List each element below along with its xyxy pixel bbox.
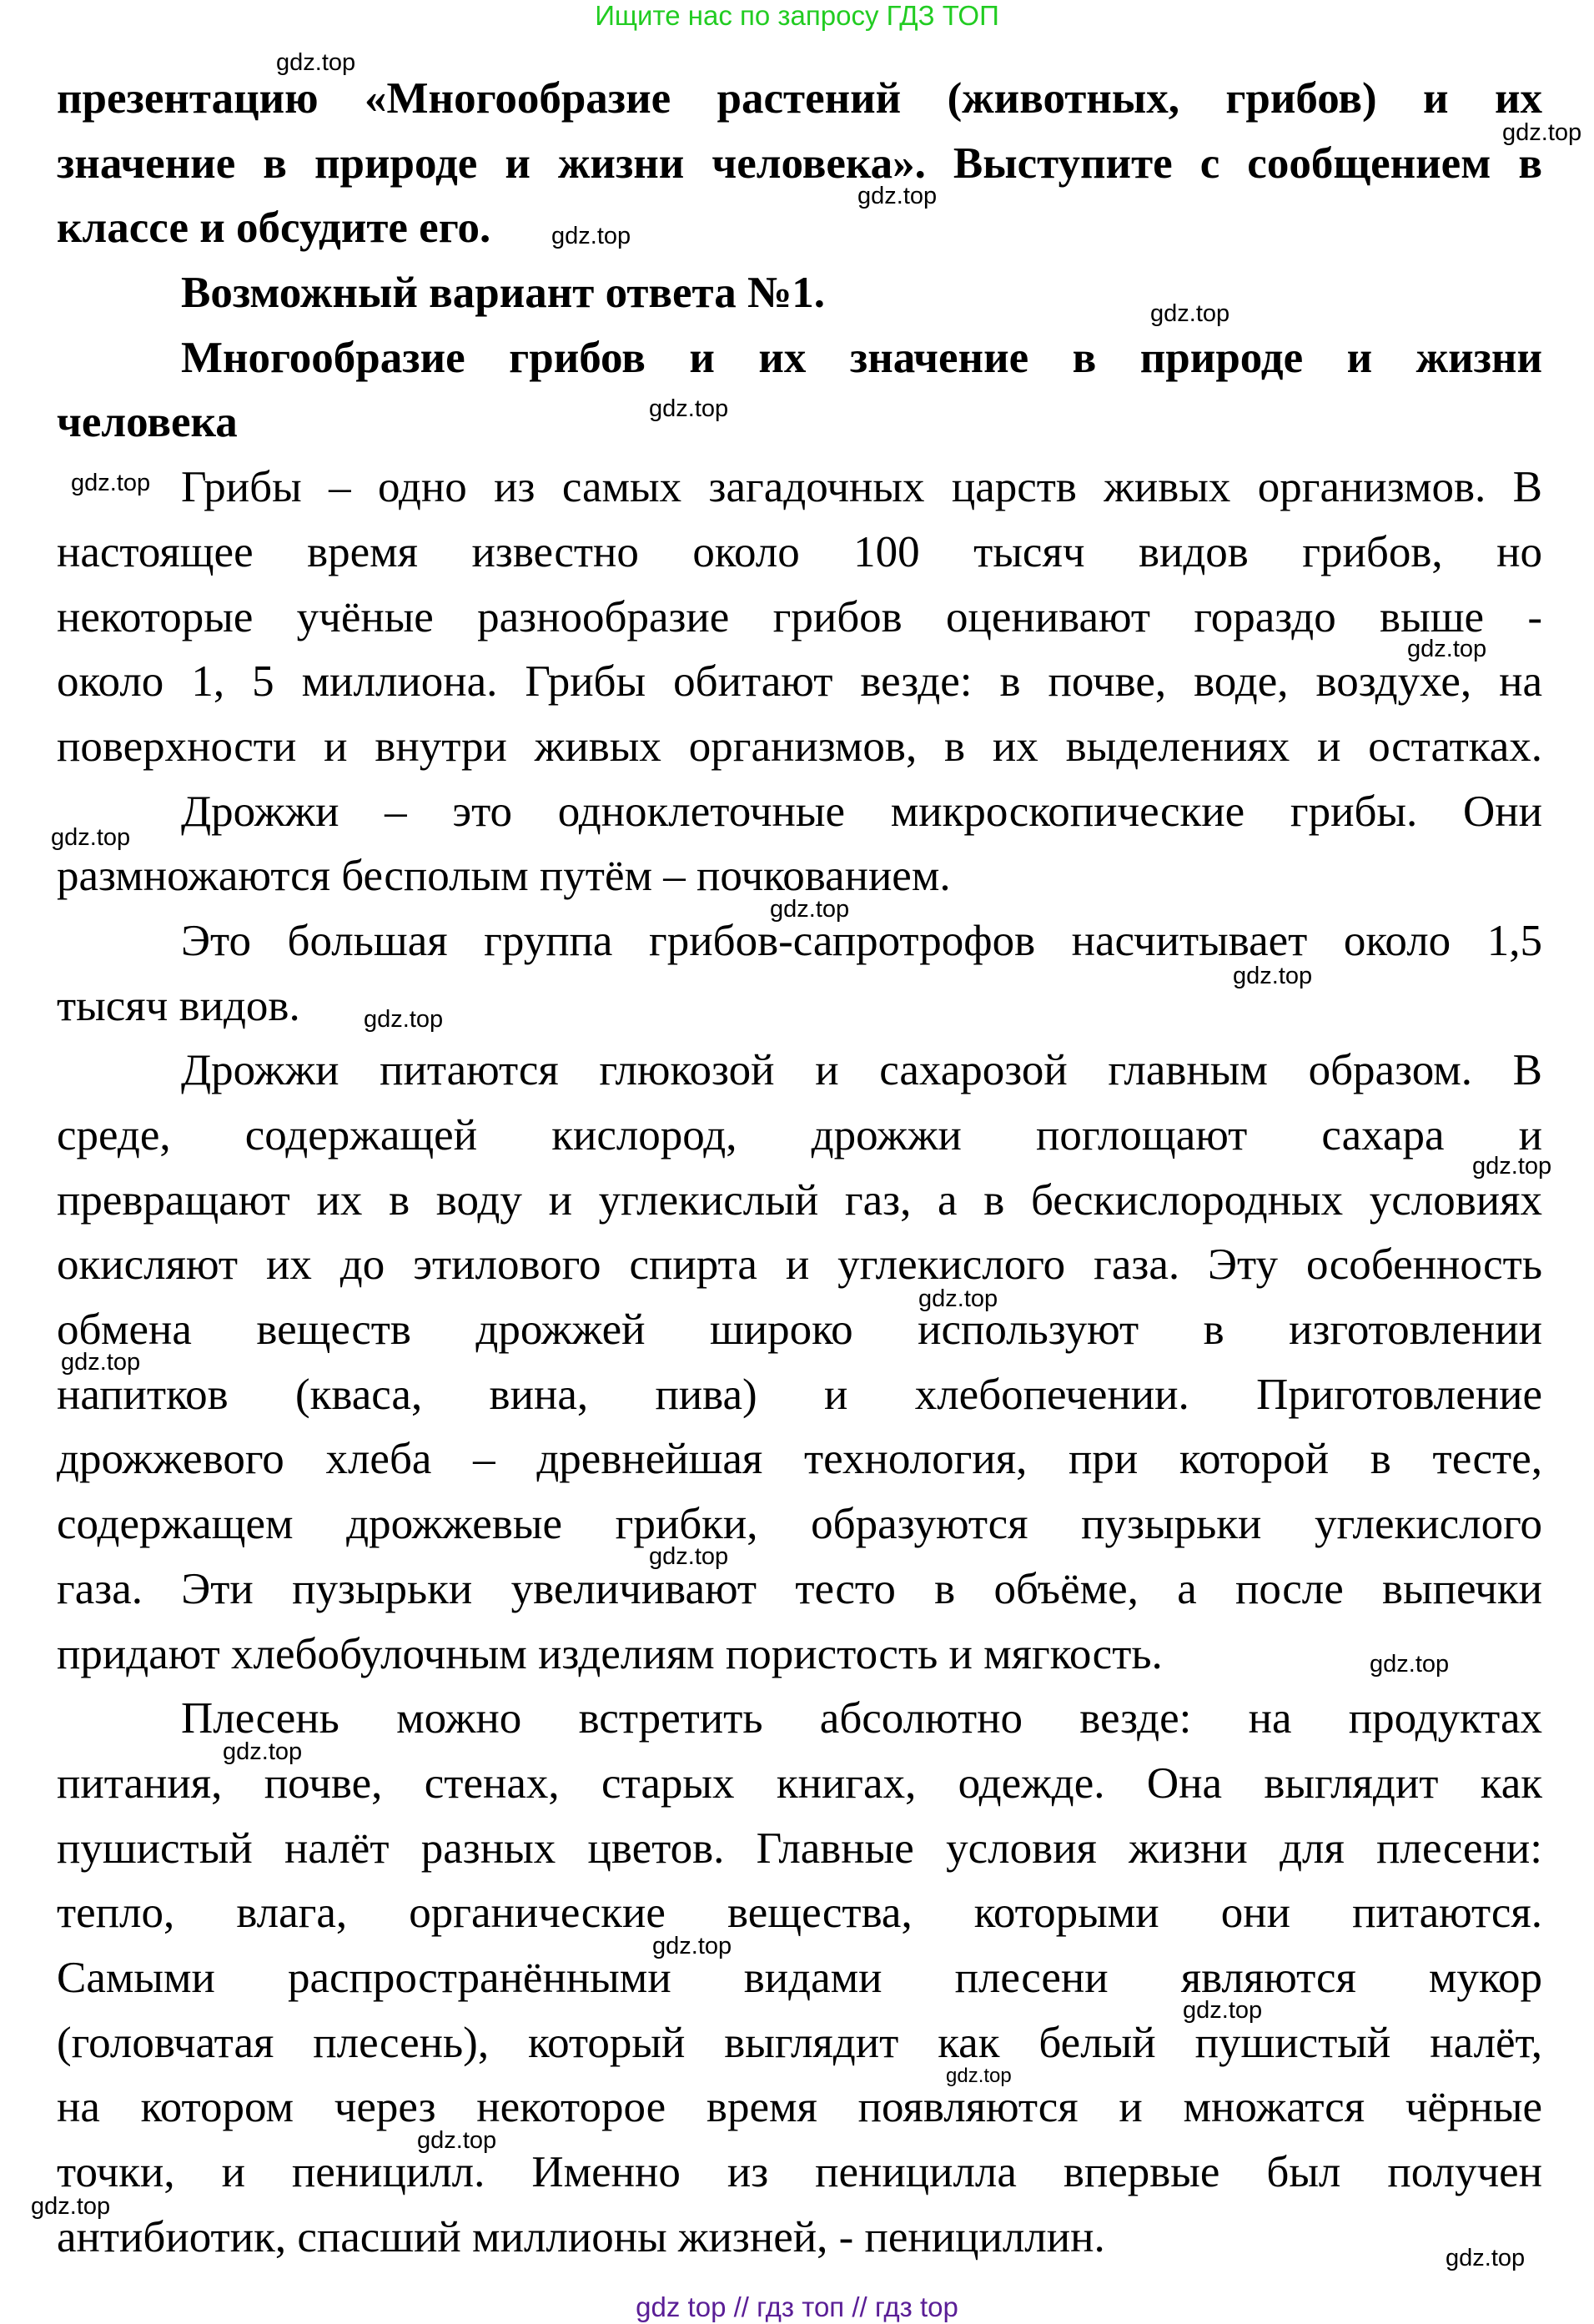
text-line: превращают их в воду и углекислый газ, а в бескислородных условиях: [57, 1175, 1542, 1225]
text-line: питания, почве, стенах, старых книгах, одежде. Она выглядит как: [57, 1758, 1542, 1808]
watermark: gdz.top: [1407, 636, 1487, 662]
text-line: настоящее время известно около 100 тысяч видов грибов, но: [57, 527, 1542, 576]
watermark: gdz.top: [417, 2127, 497, 2154]
watermark: gdz.top: [551, 223, 631, 249]
text-line: придают хлебобулочным изделиям пористость и мягкость.: [57, 1629, 1163, 1678]
watermark: gdz.top: [857, 183, 938, 209]
text-line: классе и обсудите его.: [57, 204, 491, 253]
watermark: gdz.top: [652, 1933, 732, 1959]
text-line: среде, содержащей кислород, дрожжи поглощают сахара и: [57, 1111, 1542, 1159]
text-line: Дрожжи – это одноклеточные микроскопические грибы. Они: [181, 787, 1542, 836]
watermark: gdz.top: [223, 1738, 303, 1765]
answer-variant-heading: Возможный вариант ответа №1.: [181, 269, 825, 318]
text-line: Это большая группа грибов-сапротрофов насчитывает около 1,5: [181, 916, 1542, 965]
text-line: окисляют их до этилового спирта и углекислого газа. Эту особенность: [57, 1240, 1542, 1290]
watermark: gdz.top: [1233, 963, 1313, 989]
text-line: Грибы – одно из самых загадочных царств живых организмов. В: [181, 463, 1542, 512]
search-hint-banner: Ищите нас по запросу ГДЗ ТОП: [595, 0, 999, 31]
text-line: тепло, влага, органические вещества, которыми они питаются.: [57, 1889, 1542, 1938]
text-line: Плесень можно встретить абсолютно везде: на продуктах: [181, 1694, 1542, 1743]
watermark: gdz.top: [649, 1543, 729, 1570]
watermark: gdz.top: [1446, 2245, 1526, 2271]
watermark: gdz.top: [1150, 300, 1230, 327]
watermark: gdz.top: [1183, 1997, 1263, 2024]
text-line: напитков (кваса, вина, пива) и хлебопечении. Приготовление: [57, 1370, 1542, 1419]
text-line: точки, и пеницилл. Именно из пеницилла впервые был получен: [57, 2148, 1542, 2196]
text-line: презентацию «Многообразие растений (животных, грибов) и их: [57, 74, 1542, 123]
text-line: значение в природе и жизни человека». Выступите с сообщением в: [57, 138, 1542, 188]
text-line: тысяч видов.: [57, 981, 300, 1030]
text-line: некоторые учёные разнообразие грибов оценивают гораздо выше -: [57, 592, 1542, 641]
text-line: около 1, 5 миллиона. Грибы обитают везде: в почве, воде, воздухе, на: [57, 657, 1542, 707]
watermark: gdz.top: [31, 2193, 111, 2220]
watermark: gdz.top: [770, 896, 850, 923]
text-line: на котором через некоторое время появляются и множатся чёрные: [57, 2083, 1542, 2132]
text-line: содержащем дрожжевые грибки, образуются пузырьки углекислого: [57, 1500, 1542, 1549]
text-line: обмена веществ дрожжей широко используют в изготовлении: [57, 1305, 1542, 1355]
watermark: gdz.top: [364, 1006, 444, 1033]
watermark: gdz.top: [1370, 1651, 1450, 1678]
text-line: пушистый налёт разных цветов. Главные условия жизни для плесени:: [57, 1823, 1542, 1873]
watermark: gdz.top: [1472, 1153, 1552, 1180]
text-line: дрожжевого хлеба – древнейшая технология, при которой в тесте,: [57, 1435, 1542, 1484]
text-line: размножаются бесполым путём – почкованием.: [57, 852, 951, 901]
footer-links[interactable]: gdz top // гдз топ // гдз top: [636, 2291, 958, 2322]
section-title-cont: человека: [57, 398, 238, 447]
text-line: (головчатая плесень), который выглядит как белый пушистый налёт,: [57, 2018, 1542, 2067]
watermark: gdz.top: [276, 49, 356, 76]
watermark: gdz.top: [946, 2065, 1012, 2087]
text-line: газа. Эти пузырьки увеличивают тесто в объёме, а после выпечки: [57, 1564, 1542, 1613]
watermark: gdz.top: [649, 395, 729, 422]
watermark: gdz.top: [51, 824, 131, 851]
watermark: gdz.top: [71, 470, 151, 496]
watermark: gdz.top: [61, 1349, 141, 1376]
text-line: Самыми распространёнными видами плесени являются мукор: [57, 1953, 1542, 2002]
document-body: [57, 67, 1542, 2270]
watermark: gdz.top: [918, 1285, 998, 1312]
section-title: Многообразие грибов и их значение в природе и жизни: [181, 333, 1542, 382]
text-line: антибиотик, спасший миллионы жизней, - пенициллин.: [57, 2212, 1105, 2261]
text-line: Дрожжи питаются глюкозой и сахарозой главным образом. В: [181, 1046, 1542, 1095]
watermark: gdz.top: [1502, 119, 1582, 146]
text-line: поверхности и внутри живых организмов, в их выделениях и остатках.: [57, 722, 1542, 771]
